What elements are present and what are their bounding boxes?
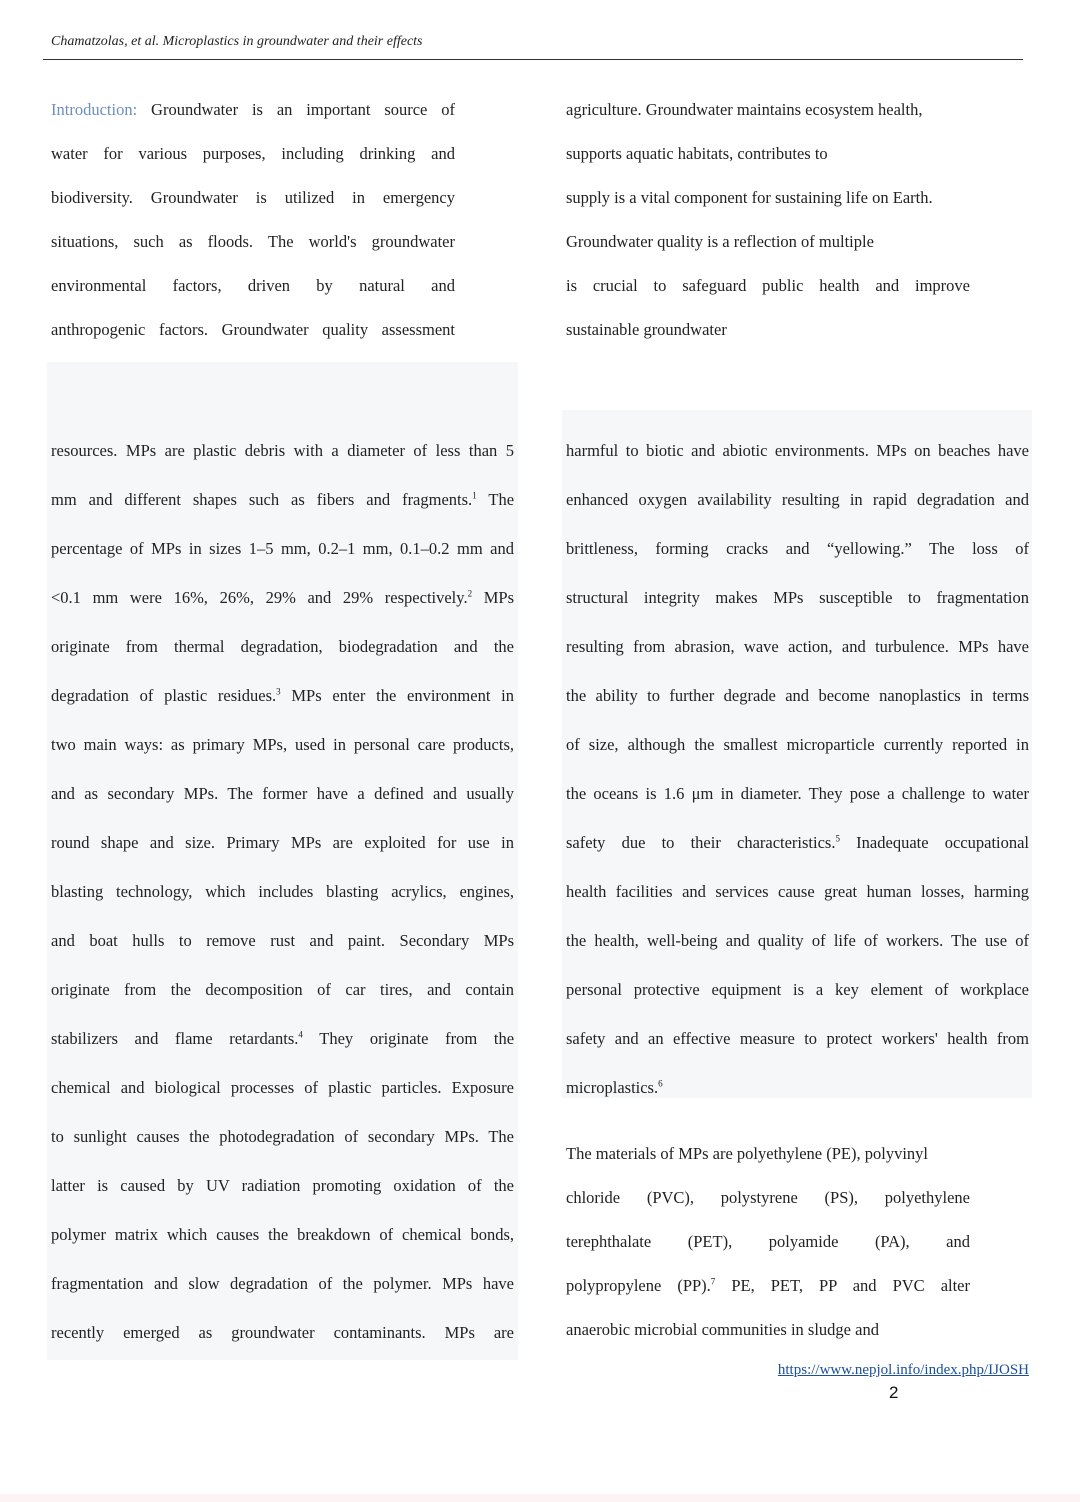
text-line: structural integrity makes MPs susceptible to fragmentation — [566, 588, 1029, 607]
text-line: chemical and biological processes of plastic particles. Exposure — [51, 1078, 514, 1097]
text-line: mm and different shapes such as fibers and fragments.$^1$ The — [51, 490, 515, 509]
text-line: resources. MPs are plastic debris with a diameter of less than 5 — [51, 441, 514, 460]
text-line: anthropogenic factors. Groundwater quality assessment — [51, 320, 455, 339]
text-line: agriculture. Groundwater maintains ecosystem health, — [566, 100, 923, 119]
citation-ref: 3 — [276, 686, 281, 697]
citation-ref: 1 — [472, 490, 477, 501]
text-line: originate from the decomposition of car tires, and contain — [51, 980, 514, 999]
text-line: harmful to biotic and abiotic environments. MPs on beaches have — [566, 441, 1029, 460]
text-line: safety due to their characteristics.$^5$ Inadequate occupational — [566, 833, 1030, 852]
text-line: percentage of MPs in sizes 1–5 mm, 0.2–1 mm, 0.1–0.2 mm and — [51, 539, 514, 558]
text-line: two main ways: as primary MPs, used in personal care products, — [51, 735, 514, 754]
running-header: Chamatzolas, et al. Microplastics in groundwater and their effects — [51, 34, 423, 49]
citation-ref: 4 — [298, 1029, 303, 1040]
text-line: blasting technology, which includes blasting acrylics, engines, — [51, 882, 514, 901]
citation-ref: 5 — [835, 833, 840, 844]
materials-paragraph — [566, 1132, 970, 1352]
text-line: anaerobic microbial communities in sludge and — [566, 1320, 879, 1339]
citation-ref: 6 — [658, 1078, 663, 1089]
text-line: resulting from abrasion, wave action, and turbulence. MPs have — [566, 637, 1029, 656]
text-line: terephthalate (PET), polyamide (PA), and — [566, 1232, 970, 1251]
text-line: health facilities and services cause great human losses, harming — [566, 882, 1029, 901]
text-line: degradation of plastic residues.$^3$ MPs enter the environment in — [51, 686, 514, 705]
text-line: supply is a vital component for sustaining life on Earth. — [566, 188, 933, 207]
intro-label: Introduction: — [51, 100, 138, 119]
text-line: Introduction: Groundwater is an important source of — [51, 100, 455, 119]
text-line: biodiversity. Groundwater is utilized in emergency — [51, 188, 455, 207]
text-line: recently emerged as groundwater contaminants. MPs are — [51, 1323, 514, 1342]
text-line: polypropylene (PP).$^7$ PE, PET, PP and PVC alter — [566, 1276, 971, 1295]
text-line: safety and an effective measure to protect workers' health from — [566, 1029, 1029, 1048]
text-line: originate from thermal degradation, biodegradation and the — [51, 637, 514, 656]
text-line: chloride (PVC), polystyrene (PS), polyethylene — [566, 1188, 970, 1207]
text-line: Groundwater quality is a reflection of multiple — [566, 232, 874, 251]
text-line: is crucial to safeguard public health and improve — [566, 276, 970, 295]
citation-ref: 7 — [710, 1276, 716, 1287]
text-line: <0.1 mm were 16%, 26%, 29% and 29% respectively.$^2$ MPs — [51, 588, 514, 607]
journal-url-link[interactable]: https://www.nepjol.info/index.php/IJOSH — [777, 1362, 1029, 1378]
text-line: environmental factors, driven by natural and — [51, 276, 455, 295]
text-line: the oceans is 1.6 μm in diameter. They pose a challenge to water — [566, 784, 1029, 803]
text-line: latter is caused by UV radiation promoting oxidation of the — [51, 1176, 514, 1195]
citation-ref: 2 — [467, 588, 473, 599]
text-line: personal protective equipment is a key element of workplace — [566, 980, 1029, 999]
text-line: microplastics.$^6$ — [566, 1078, 663, 1097]
text-line: stabilizers and flame retardants.$^4$ They originate from the — [51, 1029, 515, 1048]
text-line: the health, well-being and quality of life of workers. The use of — [566, 931, 1029, 950]
text-line: and as secondary MPs. The former have a defined and usually — [51, 784, 514, 803]
body-paragraph-left — [51, 426, 514, 1357]
text-line: situations, such as floods. The world's groundwater — [51, 232, 455, 251]
text-line: and boat hulls to remove rust and paint. Secondary MPs — [51, 931, 514, 950]
body-paragraph-right — [566, 426, 1029, 1112]
text-line: The materials of MPs are polyethylene (PE), polyvinyl — [566, 1144, 929, 1163]
bottom-band — [0, 1494, 1080, 1502]
text-line: supports aquatic habitats, contributes to — [566, 144, 828, 163]
header-rule — [43, 59, 1023, 60]
intro-paragraph-right — [566, 88, 970, 352]
text-line: to sunlight causes the photodegradation of secondary MPs. The — [51, 1127, 514, 1146]
intro-paragraph-left — [51, 88, 455, 352]
text-line: brittleness, forming cracks and “yellowing.” The loss of — [566, 539, 1029, 558]
page-number: 2 — [889, 1383, 899, 1402]
text-line: polymer matrix which causes the breakdown of chemical bonds, — [51, 1225, 514, 1244]
text-line: of size, although the smallest microparticle currently reported in — [566, 735, 1029, 754]
text-line: enhanced oxygen availability resulting in rapid degradation and — [566, 490, 1029, 509]
text-line: fragmentation and slow degradation of the polymer. MPs have — [51, 1274, 514, 1293]
text-line: round shape and size. Primary MPs are exploited for use in — [51, 833, 514, 852]
text-line: sustainable groundwater — [566, 320, 727, 339]
text-line: water for various purposes, including drinking and — [51, 144, 455, 163]
text-line: the ability to further degrade and become nanoplastics in terms — [566, 686, 1029, 705]
